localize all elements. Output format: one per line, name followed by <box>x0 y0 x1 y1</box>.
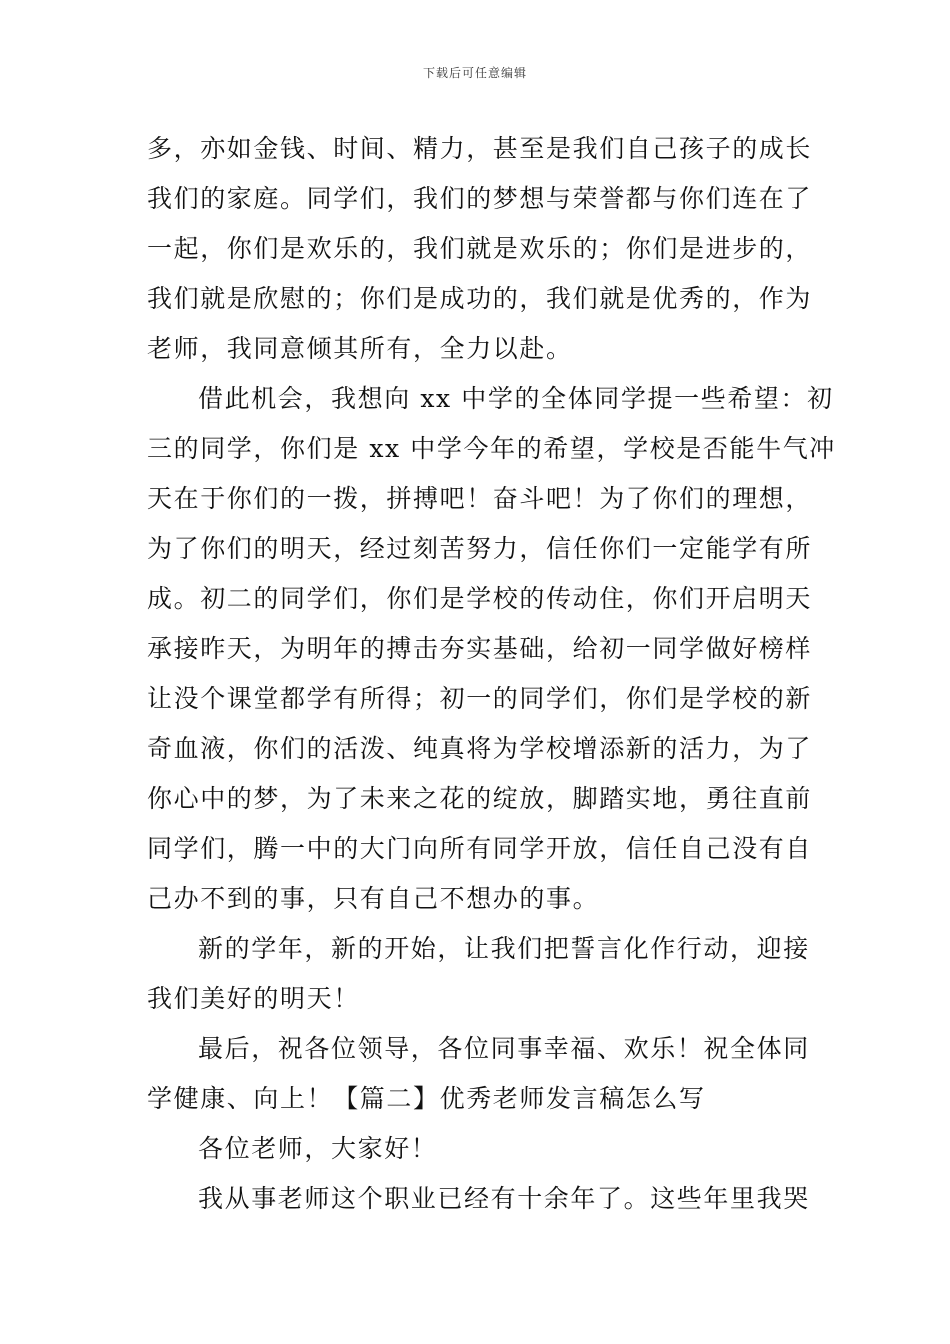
page-header: 下载后可任意编辑 <box>422 66 527 80</box>
text-line: 一起，你们是欢乐的，我们就是欢乐的；你们是进步的， <box>147 234 813 263</box>
text-line: 新的学年，新的开始，让我们把誓言化作行动，迎接 <box>198 934 810 963</box>
text-line: 我们就是欣慰的；你们是成功的，我们就是优秀的，作为 <box>147 284 813 313</box>
text-line: 三的同学，你们是 xx 中学今年的希望，学校是否能牛气冲 <box>147 434 836 463</box>
text-line: 承接昨天，为明年的搏击夯实基础，给初一同学做好榜样 <box>147 634 813 663</box>
text-line: 多，亦如金钱、时间、精力，甚至是我们自己孩子的成长 <box>147 134 813 163</box>
text-line: 最后，祝各位领导，各位同事幸福、欢乐！祝全体同 <box>198 1034 810 1063</box>
text-line: 成。初二的同学们，你们是学校的传动住，你们开启明天 <box>147 584 813 613</box>
text-line: 为了你们的明天，经过刻苦努力，信任你们一定能学有所 <box>147 534 813 563</box>
text-line: 我从事老师这个职业已经有十余年了。这些年里我哭 <box>198 1184 810 1213</box>
text-line: 学健康、向上！【篇二】优秀老师发言稿怎么写 <box>147 1084 706 1113</box>
text-line: 同学们，腾一中的大门向所有同学开放，信任自己没有自 <box>147 834 813 863</box>
text-line: 老师，我同意倾其所有，全力以赴。 <box>147 334 573 363</box>
text-line: 你心中的梦，为了未来之花的绽放，脚踏实地，勇往直前 <box>147 784 813 813</box>
text-line: 天在于你们的一拨，拼搏吧！奋斗吧！为了你们的理想， <box>147 484 813 513</box>
text-line: 借此机会，我想向 xx 中学的全体同学提一些希望：初 <box>198 384 834 413</box>
text-line: 各位老师，大家好！ <box>198 1134 438 1163</box>
text-line: 己办不到的事，只有自己不想办的事。 <box>147 884 600 913</box>
text-line: 让没个课堂都学有所得；初一的同学们，你们是学校的新 <box>147 684 813 713</box>
text-line: 奇血液，你们的活泼、纯真将为学校增添新的活力，为了 <box>147 734 813 763</box>
text-line: 我们的家庭。同学们，我们的梦想与荣誉都与你们连在了 <box>147 184 813 213</box>
text-line: 我们美好的明天！ <box>147 984 360 1013</box>
